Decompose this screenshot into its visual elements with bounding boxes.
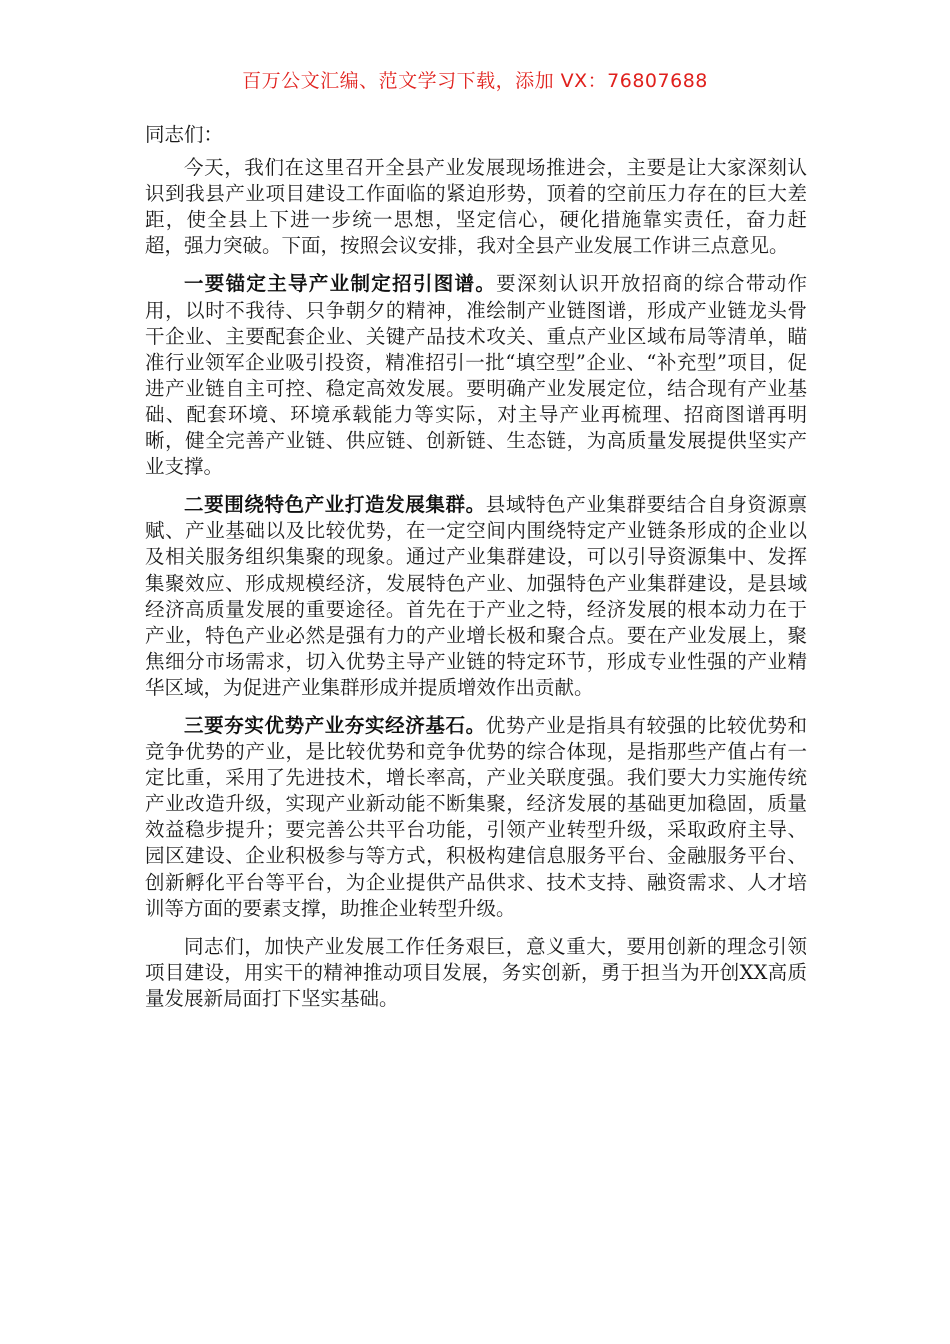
- point-paragraph-3: [145, 713, 807, 922]
- point-text-1: 要深刻认识开放招商的综合带动作用，以时不我待、只争朝夕的精神，准绘制产业链图谱，形成产业链龙头骨干企业、主要配套企业、关键产品技术攻关、重点产业区域布局等清单，瞄准行业领军企业吸引投资，精准招引一批“填空型”企业、“补充型”项目，促进产业链自主可控、稳定高效发展。要明确产业发展定位，结合现有产业基础、配套环境、环境承载能力等实际，对主导产业再梳理、招商图谱再明晰，健全完善产业链、供应链、创新链、生态链，为高质量发展提供坚实产业支撑。: [145, 272, 807, 479]
- salutation: 同志们：: [145, 123, 224, 146]
- point-text-2: 县域特色产业集群要结合自身资源禀赋、产业基础以及比较优势，在一定空间内围绕特定产业链条形成的企业以及相关服务组织集聚的现象。通过产业集群建设，可以引导资源集中、发挥集聚效应、形成规模经济，发展特色产业、加强特色产业集群建设，是县域经济高质量发展的重要途径。首先在于产业之特，经济发展的根本动力在于产业，特色产业必然是强有力的产业增长极和聚合点。要在产业发展上，聚焦细分市场需求，切入优势主导产业链的特定环节，形成专业性强的产业精华区域，为促进产业集群形成并提质增效作出贡献。: [145, 493, 807, 699]
- point-paragraph-1: [145, 271, 807, 480]
- point-heading-2: 二要围绕特色产业打造发展集群。: [184, 493, 486, 517]
- point-text-3: 优势产业是指具有较强的比较优势和竞争优势的产业，是比较优势和竞争优势的综合体现，是指那些产值占有一定比重，采用了先进技术，增长率高，产业关联度强。我们要大力实施传统产业改造升级，实现产业新动能不断集聚，经济发展的基础更加稳固，质量效益稳步提升；要完善公共平台功能，引领产业转型升级，采取政府主导、园区建设、企业积极参与等方式，积极构建信息服务平台、金融服务平台、创新孵化平台等平台，为企业提供产品供求、技术支持、融资需求、人才培训等方面的要素支撑，助推企业转型升级。: [145, 713, 807, 920]
- point-heading-3: 三要夯实优势产业夯实经济基石。: [184, 713, 486, 737]
- speech-body: [145, 122, 807, 1024]
- promo-banner: 百万公文汇编、范文学习下载，添加 VX：76807688: [242, 70, 708, 92]
- point-paragraph-2: [145, 492, 807, 701]
- intro-paragraph: 今天，我们在这里召开全县产业发展现场推进会，主要是让大家深刻认识到我县产业项目建设工作面临的紧迫形势，顶着的空前压力存在的巨大差距，使全县上下进一步统一思想，坚定信心，硬化措施靠实责任，奋力赶超，强力突破。下面，按照会议安排，我对全县产业发展工作讲三点意见。: [145, 156, 807, 258]
- closing-paragraph: 同志们，加快产业发展工作任务艰巨，意义重大，要用创新的理念引领项目建设，用实干的精神推动项目发展，务实创新，勇于担当为开创XX高质量发展新局面打下坚实基础。: [145, 934, 807, 1010]
- point-heading-1: 一要锚定主导产业制定招引图谱。: [184, 272, 497, 296]
